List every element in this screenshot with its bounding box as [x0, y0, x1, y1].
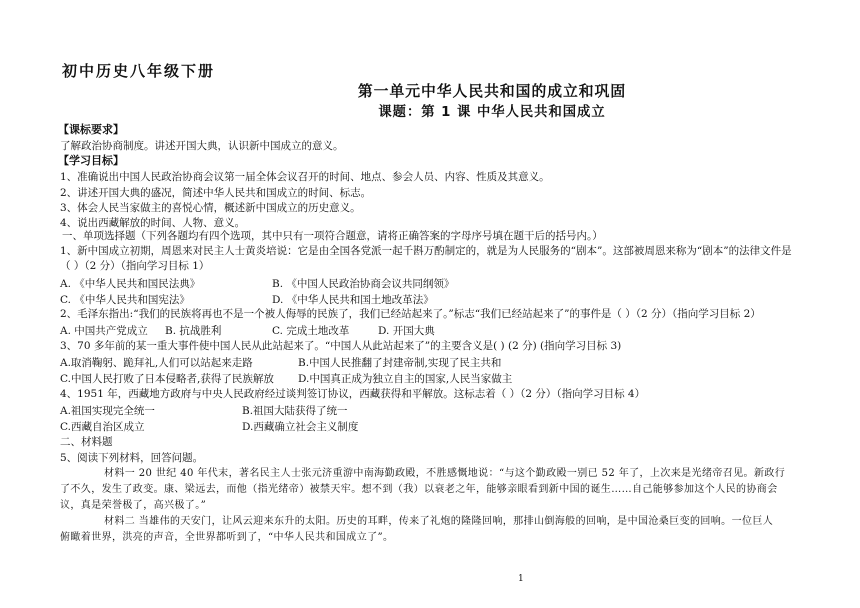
question-1-stem: 1、新中国成立初期，周恩来对民主人士黄炎培说：它是由全国各党派一起千斟万酌制定的，就是为人民服务的“剧本”。这部被周恩来称为“剧本”的法律文件是 — [60, 245, 792, 257]
objective-item: 3、体会人民当家做主的喜悦心情，概述新中国成立的历史意义。 — [60, 202, 361, 214]
question-1-option-b: B. 《中国人民政治协商会议共同纲领》 — [272, 278, 455, 290]
material-2-line: 俯瞰着世界，洪亮的声音，全世界都听到了，“中华人民共和国成立了”。 — [60, 532, 394, 543]
question-2-option-a: A. 中国共产党成立 — [60, 325, 148, 337]
question-3-option-b: B.中国人民推翻了封建帝制,实现了民主共和 — [298, 357, 502, 369]
question-2-option-b: B. 抗战胜利 — [165, 325, 222, 337]
question-3-option-d: D.中国真正成为独立自主的国家,人民当家做主 — [298, 373, 513, 385]
lesson-title: 课题：第 1 课 中华人民共和国成立 — [378, 104, 606, 120]
objective-item: 4、说出西藏解放的时间、人物、意义。 — [60, 217, 246, 229]
material-1-line: 议，真是荣誉极了，高兴极了。” — [60, 500, 207, 511]
question-3-option-a: A.取消鞠躬、跪拜礼,人们可以站起来走路 — [60, 357, 253, 369]
question-3-option-c: C.中国人民打败了日本侵略者,获得了民族解放 — [60, 373, 274, 385]
objective-item: 1、准确说出中国人民政治协商会议第一届全体会议召开的时间、地点、参会人员、内容、性质及其意义。 — [60, 171, 550, 183]
question-4-stem: 4、1951 年，西藏地方政府与中央人民政府经过谈判签订协议，西藏获得和平解放。这标志着（ ）（2 分）（指向学习目标 4） — [60, 388, 646, 400]
question-4-option-c: C.西藏自治区成立 — [60, 421, 145, 433]
material-2-line: 材料二 当雄伟的天安门，让风云迎来东升的太阳。历史的耳畔，传来了礼炮的隆隆回响，那排山倒海般的回响，是中国沧桑巨变的回响。一位巨人 — [104, 516, 774, 527]
page-number: 1 — [518, 574, 524, 584]
section1-heading: 一、单项选择题（下列各题均有四个选项，其中只有一项符合题意，请将正确答案的字母序号填在题干后的括号内。） — [62, 230, 603, 242]
question-1-option-a: A. 《中华人民共和国民法典》 — [60, 278, 201, 290]
question-2-option-c: C. 完成土地改革 — [272, 325, 350, 337]
standards-heading: 【课标要求】 — [58, 123, 124, 136]
question-1-option-d: D. 《中华人民共和国土地改革法》 — [272, 294, 434, 306]
question-4-option-b: B.祖国大陆获得了统一 — [242, 405, 348, 417]
question-2-stem: 2、毛泽东指出:“我们的民族将再也不是一个被人侮辱的民族了，我们已经站起来了。”标志“我们已经站起来了”的事件是（ ）（2 分）（指向学习目标 2） — [60, 308, 761, 320]
unit-title: 第一单元中华人民共和国的成立和巩固 — [357, 82, 627, 100]
material-1-line: 了不久，发生了政变。康、梁远去，而他（指光绪帝）被禁天牢。想不到（我）以衰老之年，能够亲眼看到新中国的诞生……自己能够参加这个人民的协商会 — [60, 484, 778, 495]
standards-text: 了解政治协商制度。讲述开国大典，认识新中国成立的意义。 — [60, 140, 344, 152]
question-1-answer-blank: （ ）（2 分）（指向学习目标 1） — [60, 260, 210, 272]
question-5-stem: 5、阅读下列材料，回答问题。 — [60, 452, 204, 464]
question-3-stem: 3、70 多年前的某一重大事件使中国人民从此站起来了。“中国人从此站起来了”的主要含义是( ) (2 分) (指向学习目标 3) — [60, 340, 622, 352]
question-4-option-d: D.西藏确立社会主义制度 — [242, 421, 359, 433]
objectives-heading: 【学习目标】 — [58, 154, 124, 167]
question-2-option-d: D. 开国大典 — [378, 325, 435, 337]
section2-heading: 二、材料题 — [60, 436, 113, 448]
question-4-option-a: A.祖国实现完全统一 — [60, 405, 155, 417]
question-1-option-c: C. 《中华人民共和国宪法》 — [60, 294, 190, 306]
grade-label: 初中历史八年级下册 — [62, 62, 216, 80]
objective-item: 2、讲述开国大典的盛况，简述中华人民共和国成立的时间、标志。 — [60, 187, 372, 199]
material-1-line: 材料一 20 世纪 40 年代末，著名民主人士张元济重游中南海勤政殿，不胜感慨地说：“与这个勤政殿一别已 52 年了，上次来是光绪帝召见。新政行 — [104, 468, 786, 479]
